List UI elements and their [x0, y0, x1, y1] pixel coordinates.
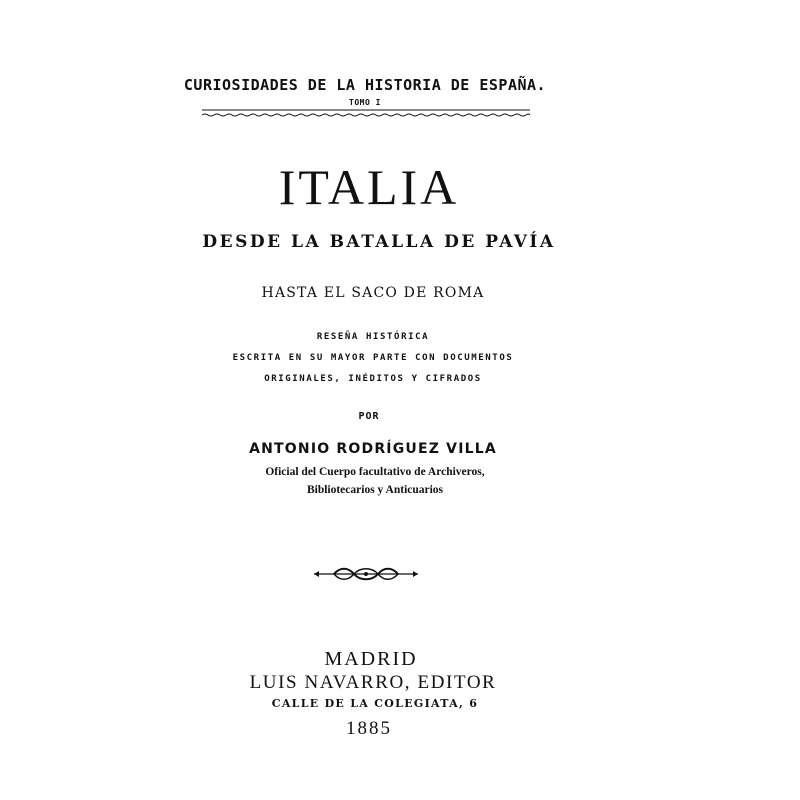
subtitle-battle: DESDE LA BATALLA DE PAVÍA: [202, 232, 556, 252]
description-line-3: ORIGINALES, INÉDITOS Y CIFRADOS: [264, 374, 482, 384]
series-title: CURIOSIDADES DE LA HISTORIA DE ESPAÑA.: [183, 76, 547, 94]
description-line-2: ESCRITA EN SU MAYOR PARTE CON DOCUMENTOS: [232, 353, 514, 363]
imprint-publisher: LUIS NAVARRO, EDITOR: [249, 672, 497, 693]
imprint-address: CALLE DE LA COLEGIATA, 6: [271, 697, 479, 710]
main-title: ITALIA: [278, 159, 460, 215]
subtitle-sack: HASTA EL SACO DE ROMA: [261, 285, 485, 301]
description-line-1: RESEÑA HISTÓRICA: [316, 332, 430, 342]
byline-por: POR: [358, 411, 380, 422]
author-affiliation-2: Bibliotecarios y Anticuarios: [306, 484, 444, 496]
header-rule: [202, 108, 530, 118]
author-name: ANTONIO RODRÍGUEZ VILLA: [249, 441, 497, 457]
imprint-city: MADRID: [324, 648, 418, 670]
author-affiliation-1: Oficial del Cuerpo facultativo de Archiveros,: [265, 466, 485, 478]
imprint-year: 1885: [346, 718, 392, 739]
ornament-divider-icon: [312, 564, 420, 584]
volume-label: TOMO I: [349, 98, 381, 107]
